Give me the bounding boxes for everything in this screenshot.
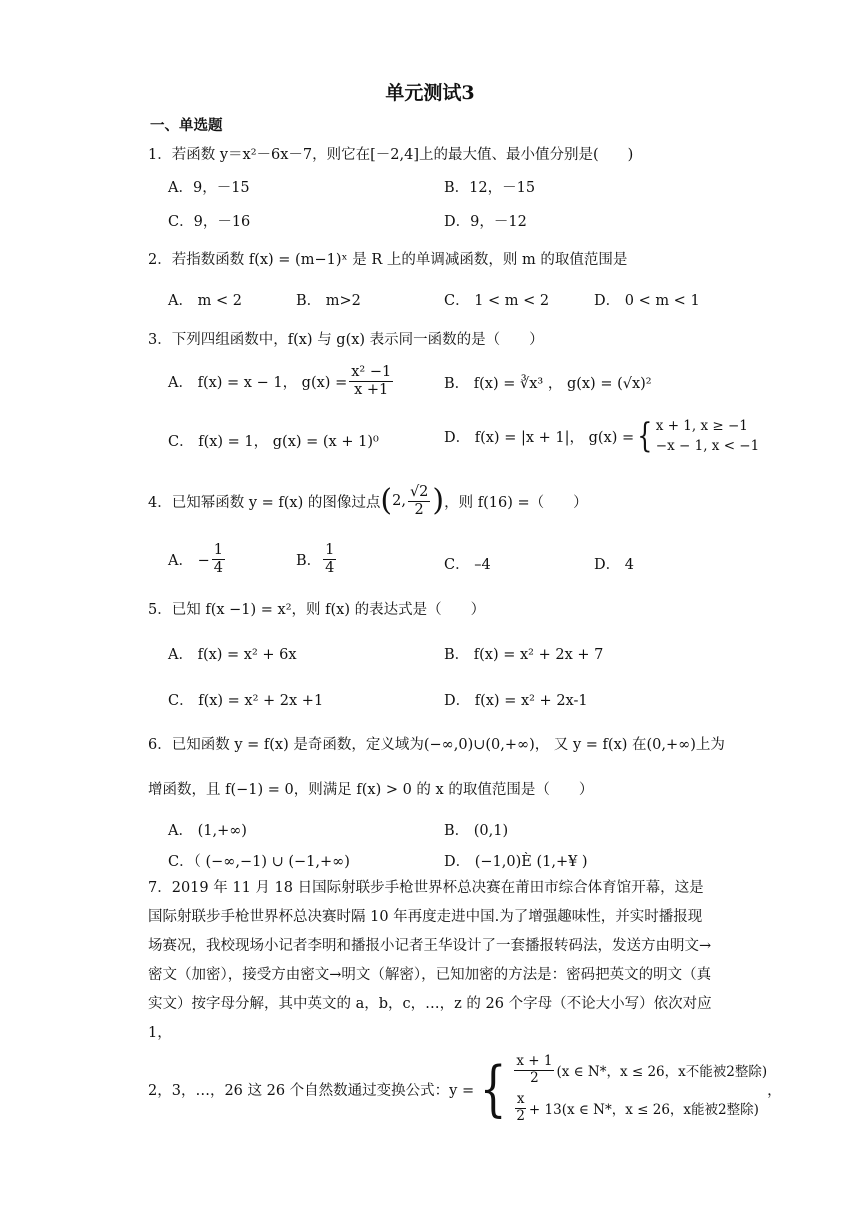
section-heading: 一、单选题 xyxy=(150,117,223,134)
question-6-line2: 增函数，且 f(−1) = 0，则满足 f(x) > 0 的 x 的取值范围是（ ） xyxy=(148,782,594,798)
question-2-stem: 2．若指数函数 f(x) = (m−1)ˣ 是 R 上的单调减函数，则 m 的取值范围是 xyxy=(148,252,628,268)
q4-option-b-label: B． xyxy=(296,552,322,569)
question-5-stem: 5．已知 f(x −1) = x²，则 f(x) 的表达式是（ ） xyxy=(148,602,486,618)
q4-stem-suffix: ，则 f(16) =（ ） xyxy=(444,494,588,511)
q1-option-a: A．9，－15 xyxy=(168,180,250,196)
fraction-numerator: x + 1 xyxy=(516,1053,553,1069)
q7-case-1-fraction xyxy=(514,1054,554,1086)
fraction-numerator: √2 xyxy=(409,484,429,500)
q7-case-1 xyxy=(512,1054,767,1086)
left-paren-icon: ( xyxy=(380,483,393,519)
q6-option-b: B． (0,1) xyxy=(444,823,509,839)
q3-option-a-text: A． f(x) = x − 1， g(x) = xyxy=(168,374,348,391)
question-7-paragraph: 7．2019 年 11 月 18 日国际射联步手枪世界杯总决赛在莆田市综合体育馆开幕，这是国际射联步手枪世界杯总决赛时隔 10 年再度走进中国.为了增强趣味性，并实时播报现场赛况，我校现场小记者李明和播报小记者王华设计了一套播报转码法，发送方由明文→密文（加密），接受方由密文→明文（解密），已知加密的方法是：密码把英文的明文（真实文）按字母分解，其中英文的 a，b，c，…，z 的 26 个字母（不论大小写）依次对应 1， xyxy=(148,880,712,1041)
q2-option-d: D． 0 < m < 1 xyxy=(594,293,700,309)
left-brace-icon: { xyxy=(479,1054,507,1125)
fraction-numerator: 1 xyxy=(213,542,223,558)
right-paren-icon: ) xyxy=(432,483,445,519)
fraction-denominator: 4 xyxy=(325,559,335,576)
case-line: x + 1, x ≥ −1 xyxy=(655,418,748,434)
q6-option-c: C．（ (−∞,−1) ∪ (−1,+∞) xyxy=(168,854,350,870)
fraction-denominator: 2 xyxy=(530,1069,539,1086)
fraction-denominator: x +1 xyxy=(354,381,389,398)
q3-option-a xyxy=(168,364,395,398)
q3-option-c: C． f(x) = 1， g(x) = (x + 1)⁰ xyxy=(168,434,379,450)
q7-formula-prefix: 2，3，…，26 这 26 个自然数通过变换公式：y = xyxy=(148,1082,475,1099)
fraction-denominator: 4 xyxy=(213,559,223,576)
left-brace-icon: { xyxy=(637,416,653,457)
fraction-numerator: x² −1 xyxy=(351,364,392,380)
q4-option-c: C． –4 xyxy=(444,557,491,573)
q4-point-x: 2, xyxy=(392,493,406,510)
q1-option-d: D．9，－12 xyxy=(444,214,527,230)
fraction-numerator: x xyxy=(516,1091,525,1108)
q2-option-c: C． 1 < m < 2 xyxy=(444,293,550,309)
q5-option-b: B． f(x) = x² + 2x + 7 xyxy=(444,647,604,663)
q3-option-d-text: D． f(x) = |x + 1|， g(x) = xyxy=(444,429,635,446)
q4-option-b-fraction xyxy=(323,542,336,576)
q3-option-a-fraction xyxy=(349,364,393,398)
q1-option-b: B．12，－15 xyxy=(444,180,536,196)
q4-point-y-fraction xyxy=(408,484,430,518)
q2-option-b: B． m>2 xyxy=(296,293,361,309)
question-1-stem: 1．若函数 y＝x²－6x－7，则它在[－2,4]上的最大值、最小值分别是( ) xyxy=(148,147,634,163)
fraction-numerator: 1 xyxy=(325,542,335,558)
question-7-formula xyxy=(148,1054,782,1124)
q5-option-d: D． f(x) = x² + 2x-1 xyxy=(444,693,588,709)
q3-option-b: B． f(x) = ∛x³ ， g(x) = (√x)² xyxy=(444,376,652,392)
q6-option-d: D． (−1,0)È (1,+¥ ) xyxy=(444,854,588,870)
q3-option-d xyxy=(444,416,759,457)
q5-option-a: A． f(x) = x² + 6x xyxy=(168,647,297,663)
question-4-stem xyxy=(148,484,588,518)
q4-option-a-label: A． − xyxy=(168,552,210,569)
q7-case-2-fraction xyxy=(514,1092,527,1124)
question-3-stem: 3．下列四组函数中，f(x) 与 g(x) 表示同一函数的是（ ） xyxy=(148,332,544,348)
case-line: −x − 1, x < −1 xyxy=(655,438,760,455)
q1-option-c: C．9，－16 xyxy=(168,214,251,230)
q4-option-b xyxy=(296,542,338,576)
question-6-line1: 6．已知函数 y = f(x) 是奇函数，定义域为(−∞,0)∪(0,+∞)， 又 y = f(x) 在(0,+∞)上为 xyxy=(148,737,725,753)
fraction-denominator: 2 xyxy=(414,501,424,518)
q4-option-d: D． 4 xyxy=(594,557,634,573)
q4-option-a xyxy=(168,542,227,576)
q7-case-1-condition: (x ∈ N*，x ≤ 26，x不能被2整除) xyxy=(556,1064,768,1081)
q7-case-2-rest: + 13(x ∈ N*，x ≤ 26，x能被2整除) xyxy=(528,1102,759,1119)
fraction-denominator: 2 xyxy=(516,1107,525,1124)
page-title: 单元测试3 xyxy=(385,82,475,104)
piecewise-cases xyxy=(656,416,759,457)
q4-stem-prefix: 4．已知幂函数 y = f(x) 的图像过点 xyxy=(148,494,381,511)
q7-piecewise xyxy=(512,1054,767,1124)
q7-case-2 xyxy=(512,1092,767,1124)
q4-option-a-fraction xyxy=(212,542,225,576)
q2-option-a: A． m < 2 xyxy=(168,293,242,309)
q6-option-a: A． (1,+∞) xyxy=(168,823,247,839)
q7-formula-tail: ， xyxy=(767,1082,782,1099)
q5-option-c: C． f(x) = x² + 2x +1 xyxy=(168,693,324,709)
